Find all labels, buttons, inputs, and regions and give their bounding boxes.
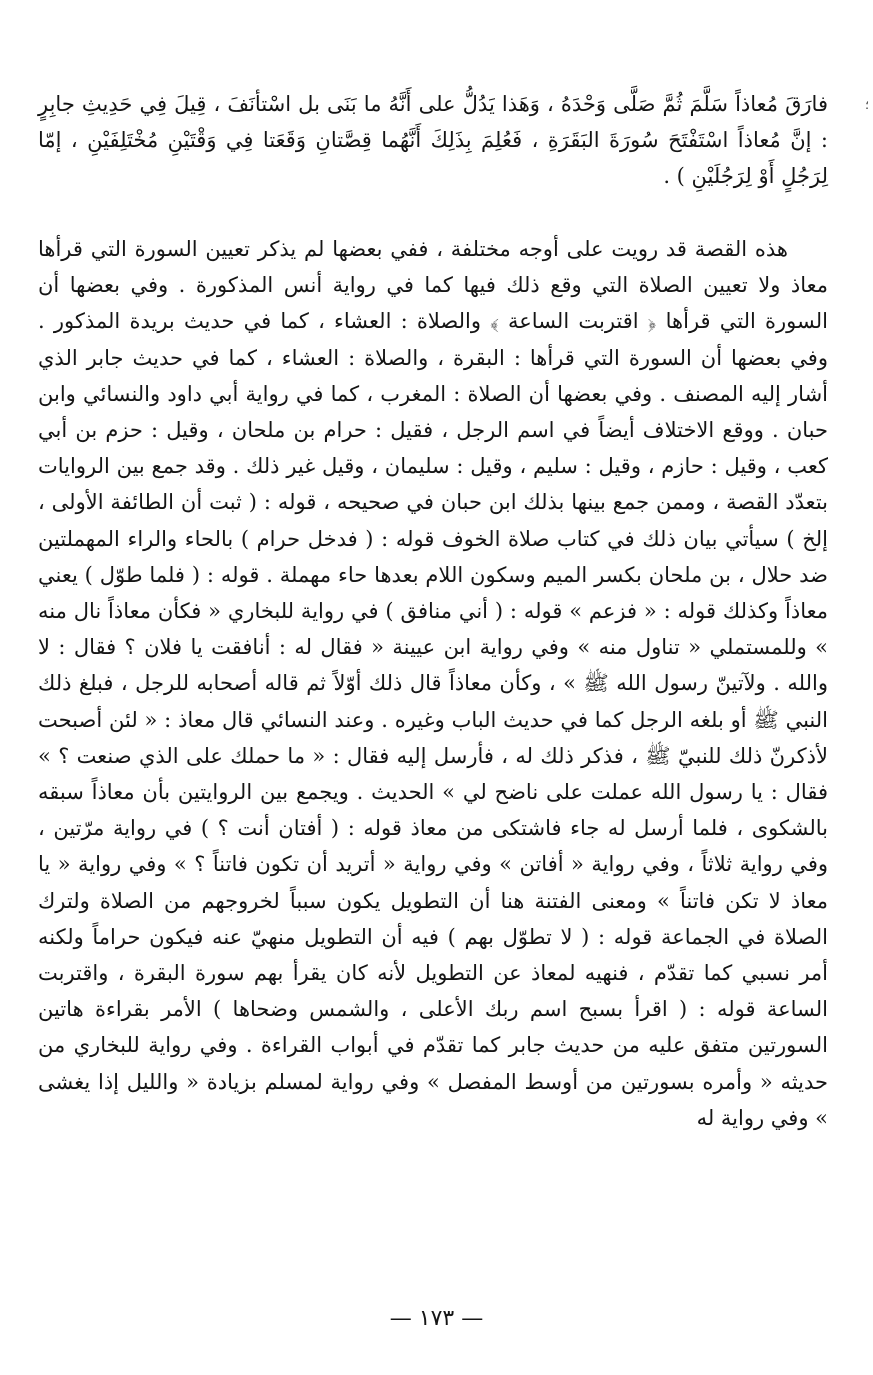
quote-paragraph: فارَقَ مُعاذاً سَلَّمَ ثُمَّ صَلَّى وَحْدَهُ ، وَهَذا يَدُلُّ على أَنَّهُ ما بَنَى بل اسْتأنَفَ ، قِيلَ فِي حَدِيثِ جابِرٍ : إنَّ مُعاذاً اسْتَفْتَحَ سُورَةَ البَقَرَةِ ، فَعُلِمَ بِذَلِكَ أَنَّهُما قِصَّتانِ وَقَعَتا فِي وَقْتَيْنِ مُخْتَلِفَيْنِ ، إمّا لِرَجُلٍ أَوْ لِرَجُلَيْنِ ) .: [38, 92, 828, 189]
commentary-paragraph: هذه القصة قد رويت على أوجه مختلفة ، ففي بعضها لم يذكر تعيين السورة التي قرأها معاذ ولا تعيين الصلاة التي وقع ذلك فيها كما في رواية أنس المذكورة . وفي بعضها أن السورة التي قرأها ﴿ اقتربت الساعة ﴾ والصلاة : العشاء ، كما في حديث بريدة المذكور . وفي بعضها أن السورة التي قرأها : البقرة ، والصلاة : العشاء ، كما في حديث جابر الذي أشار إليه المصنف . وفي بعضها أن الصلاة : المغرب ، كما في رواية أبي داود والنسائي وابن حبان . ووقع الاختلاف أيضاً في اسم الرجل ، فقيل : حرام بن ملحان ، وقيل : حزم بن أبي كعب ، وقيل : حازم ، وقيل : سليم ، وقيل : سليمان ، وقيل غير ذلك . وقد جمع بين الروايات بتعدّد القصة ، وممن جمع بينها بذلك ابن حبان في صحيحه ، قوله : ( ثبت أن الطائفة الأولى ، إلخ ) سيأتي بيان ذلك في كتاب صلاة الخوف قوله : ( فدخل حرام ) بالحاء والراء المهملتين ضد حلال ، بن ملحان بكسر الميم وسكون اللام بعدها حاء مهملة . قوله : ( فلما طوّل ) يعني معاذاً وكذلك قوله : « فزعم » قوله : ( أني منافق ) في رواية للبخاري « فكأن معاذاً نال منه » وللمستملي « تناول منه » وفي رواية ابن عيينة « فقال له : أنافقت يا فلان ؟ فقال : لا والله . ولآتينّ رسول الله ﷺ » ، وكأن معاذاً قال ذلك أوّلاً ثم قاله أصحابه للرجل ، فبلغ ذلك النبي ﷺ أو بلغه الرجل كما في حديث الباب وغيره . وعند النسائي قال معاذ : « لئن أصبحت لأذكرنّ ذلك للنبيّ ﷺ ، فذكر ذلك له ، فأرسل إليه فقال : « ما حملك على الذي صنعت ؟ » فقال : يا رسول الله عملت على ناضح لي » الحديث . ويجمع بين الروايتين بأن معاذاً سبقه بالشكوى ، فلما أرسل له جاء فاشتكى من معاذ قوله : ( أفتان أنت ؟ ) في رواية مرّتين ، وفي رواية ثلاثاً ، وفي رواية « أفاتن » وفي رواية « أتريد أن تكون فاتناً ؟ » وفي رواية « يا معاذ لا تكن فاتناً » ومعنى الفتنة هنا أن التطويل يكون سبباً لخروجهم من الصلاة ولترك الصلاة في الجماعة قوله : ( لا تطوّل بهم ) فيه أن التطويل منهيّ عنه فيكون حراماً ولكنه أمر نسبي كما تقدّم ، فنهيه لمعاذ عن التطويل لأنه كان يقرأ بهم سورة البقرة ، واقتربت الساعة قوله : ( اقرأ بسبح اسم ربك الأعلى ، والشمس وضحاها ) الأمر بقراءة هاتين السورتين متفق عليه من حديث جابر كما تقدّم في أبواب القراءة . وفي رواية للبخاري من حديثه « وأمره بسورتين من أوسط المفصل » وفي رواية لمسلم بزيادة « والليل إذا يغشى » وفي رواية له: [38, 237, 828, 1130]
page-number: — ١٧٣ —: [389, 1306, 484, 1331]
quoted-hadith-block: [38, 86, 828, 195]
margin-mark: ؛: [865, 98, 869, 112]
commentary-block: [38, 231, 828, 1136]
